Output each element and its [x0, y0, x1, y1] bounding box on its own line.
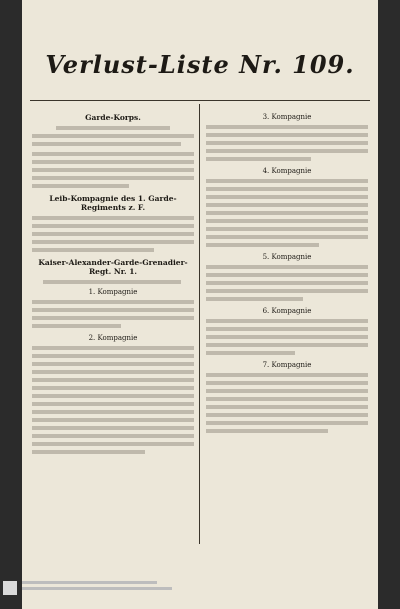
illegible-text — [32, 386, 194, 390]
subsection-heading: 1. Kompagnie — [88, 288, 138, 296]
illegible-text — [206, 335, 368, 339]
illegible-text — [206, 187, 368, 191]
text-block — [206, 179, 368, 247]
illegible-text — [32, 152, 194, 156]
illegible-text — [32, 362, 194, 366]
page-title: Verlust-Liste Nr. 109. — [45, 50, 355, 79]
illegible-text — [32, 346, 194, 350]
illegible-text — [206, 351, 295, 355]
illegible-text — [206, 157, 311, 161]
archive-credit — [22, 581, 172, 593]
illegible-text — [32, 216, 194, 220]
text-block — [32, 216, 194, 252]
illegible-text — [32, 308, 194, 312]
section-heading: Leib-Kompagnie des 1. Garde-Regiments z. F. — [49, 194, 177, 212]
illegible-text — [56, 126, 169, 130]
illegible-text — [32, 394, 194, 398]
illegible-text — [32, 354, 194, 358]
illegible-text — [206, 235, 368, 239]
illegible-text — [206, 243, 319, 247]
illegible-text — [32, 378, 194, 382]
illegible-text — [206, 219, 368, 223]
illegible-text — [206, 141, 368, 145]
illegible-text — [206, 195, 368, 199]
illegible-text — [206, 343, 368, 347]
illegible-text — [206, 381, 368, 385]
subsection-heading: 7. Kompagnie — [262, 361, 312, 369]
illegible-text — [32, 324, 121, 328]
illegible-text — [206, 133, 368, 137]
illegible-text — [206, 179, 368, 183]
text-block — [32, 134, 194, 146]
illegible-text — [32, 450, 145, 454]
illegible-text — [206, 421, 368, 425]
illegible-text — [206, 429, 328, 433]
section-heading: Kaiser-Alexander-Garde-Grenadier-Regt. Nr. 1. — [38, 258, 188, 276]
text-block — [206, 265, 368, 301]
archive-logo-icon — [3, 581, 17, 595]
illegible-text — [206, 265, 368, 269]
illegible-text — [32, 410, 194, 414]
illegible-text — [32, 142, 181, 146]
illegible-text — [32, 176, 194, 180]
illegible-text — [32, 434, 194, 438]
illegible-text — [206, 125, 368, 129]
illegible-text — [206, 281, 368, 285]
text-block — [32, 152, 194, 188]
illegible-text — [32, 370, 194, 374]
document-page — [22, 0, 378, 609]
subsection-heading: 2. Kompagnie — [88, 334, 138, 342]
section-heading: Garde-Korps. — [85, 113, 141, 122]
illegible-text — [206, 289, 368, 293]
illegible-text — [206, 297, 303, 301]
illegible-text — [206, 373, 368, 377]
illegible-text — [32, 300, 194, 304]
subsection-heading: 3. Kompagnie — [262, 113, 312, 121]
subsection-heading: 4. Kompagnie — [262, 167, 312, 175]
text-block — [32, 300, 194, 328]
illegible-text — [32, 426, 194, 430]
illegible-text — [32, 248, 154, 252]
illegible-text — [22, 581, 157, 584]
illegible-text — [22, 587, 172, 590]
illegible-text — [206, 211, 368, 215]
illegible-text — [32, 134, 194, 138]
right-column — [206, 110, 368, 546]
illegible-text — [32, 184, 129, 188]
illegible-text — [206, 397, 368, 401]
illegible-text — [32, 316, 194, 320]
illegible-text — [206, 327, 368, 331]
header-rule — [30, 100, 370, 101]
text-block — [206, 125, 368, 161]
illegible-text — [32, 232, 194, 236]
text-block — [32, 346, 194, 454]
illegible-text — [32, 240, 194, 244]
illegible-text — [206, 227, 368, 231]
illegible-text — [32, 442, 194, 446]
illegible-text — [206, 405, 368, 409]
illegible-text — [206, 273, 368, 277]
column-divider — [199, 104, 200, 544]
illegible-text — [32, 224, 194, 228]
illegible-text — [206, 149, 368, 153]
illegible-text — [206, 203, 368, 207]
illegible-text — [206, 413, 368, 417]
illegible-text — [32, 168, 194, 172]
subsection-heading: 6. Kompagnie — [262, 307, 312, 315]
subsection-heading: 5. Kompagnie — [262, 253, 312, 261]
illegible-text — [206, 389, 368, 393]
illegible-text — [32, 418, 194, 422]
text-block — [206, 373, 368, 433]
illegible-text — [206, 319, 368, 323]
illegible-text — [43, 280, 181, 284]
left-column — [32, 110, 194, 546]
illegible-text — [32, 402, 194, 406]
illegible-text — [32, 160, 194, 164]
text-block — [206, 319, 368, 355]
